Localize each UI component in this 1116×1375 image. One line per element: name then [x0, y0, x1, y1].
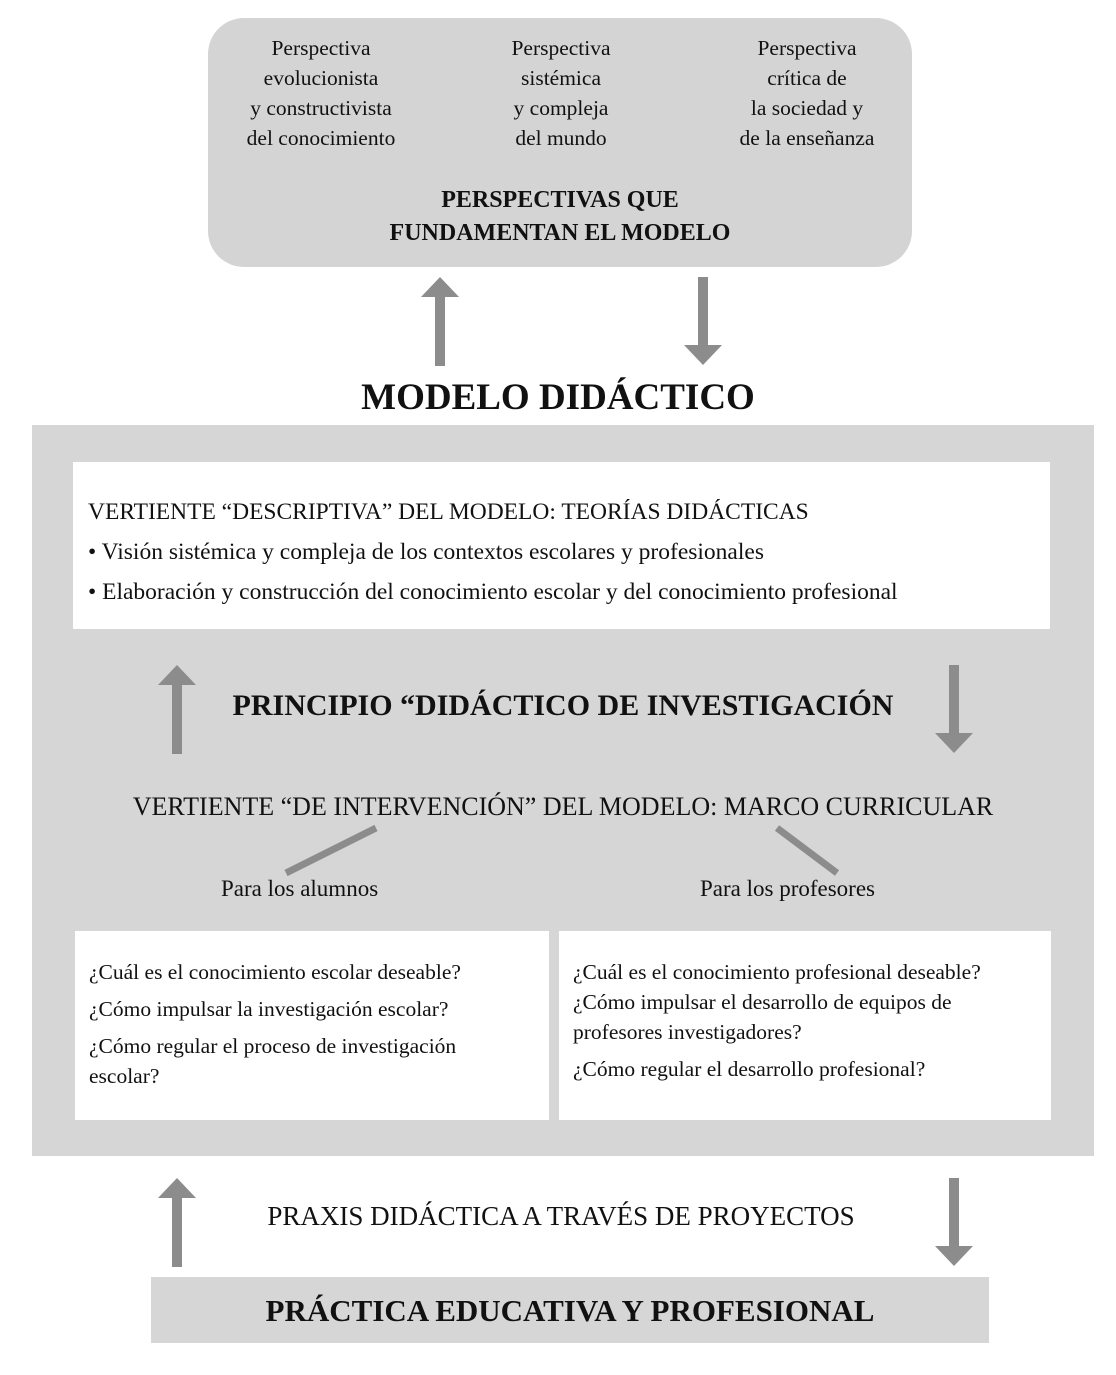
question: ¿Cómo regular el desarrollo profesional?: [573, 1057, 926, 1081]
students-label: Para los alumnos: [221, 876, 379, 901]
question: escolar?: [89, 1064, 160, 1088]
teachers-questions-box: [559, 931, 1051, 1120]
descriptive-title: VERTIENTE “DESCRIPTIVA” DEL MODELO: TEORÍAS DIDÁCTICAS: [88, 499, 809, 525]
perspective-systemic: Perspectiva sistémica y compleja del mundo: [511, 36, 611, 150]
perspective-critical: Perspectiva crítica de la sociedad y de la enseñanza: [739, 36, 875, 150]
question: ¿Cuál es el conocimiento escolar deseable?: [89, 960, 461, 984]
question: ¿Cómo impulsar la investigación escolar?: [89, 997, 449, 1021]
model-main-box: [32, 425, 1094, 1156]
perspective-evolutionist: Perspectiva evolucionista y constructivista del conocimiento: [246, 36, 396, 150]
intervention-title: VERTIENTE “DE INTERVENCIÓN” DEL MODELO: MARCO CURRICULAR: [132, 792, 994, 821]
question: ¿Cómo regular el proceso de investigación: [89, 1034, 457, 1058]
arrow-down-icon: [683, 277, 723, 367]
perspectives-title: PERSPECTIVAS QUE FUNDAMENTAN EL MODELO: [389, 187, 731, 246]
descriptive-item: • Visión sistémica y compleja de los contextos escolares y profesionales: [88, 539, 764, 565]
perspectives-box: [208, 18, 912, 267]
praxis-label: PRAXIS DIDÁCTICA A TRAVÉS DE PROYECTOS: [267, 1201, 855, 1231]
practice-box: [151, 1277, 989, 1343]
model-title: MODELO DIDÁCTICO: [361, 377, 755, 418]
research-principle: PRINCIPIO “DIDÁCTICO DE INVESTIGACIÓN: [232, 689, 894, 722]
practice-title: PRÁCTICA EDUCATIVA Y PROFESIONAL: [265, 1293, 875, 1328]
descriptive-item: • Elaboración y construcción del conocimiento escolar y del conocimiento profesional: [88, 579, 898, 605]
question: profesores investigadores?: [573, 1020, 802, 1044]
students-questions-box: [75, 931, 549, 1120]
question: ¿Cómo impulsar el desarrollo de equipos de: [573, 990, 952, 1014]
arrow-up-icon: [420, 277, 460, 367]
teachers-label: Para los profesores: [700, 876, 876, 901]
question: ¿Cuál es el conocimiento profesional deseable?: [573, 960, 981, 984]
